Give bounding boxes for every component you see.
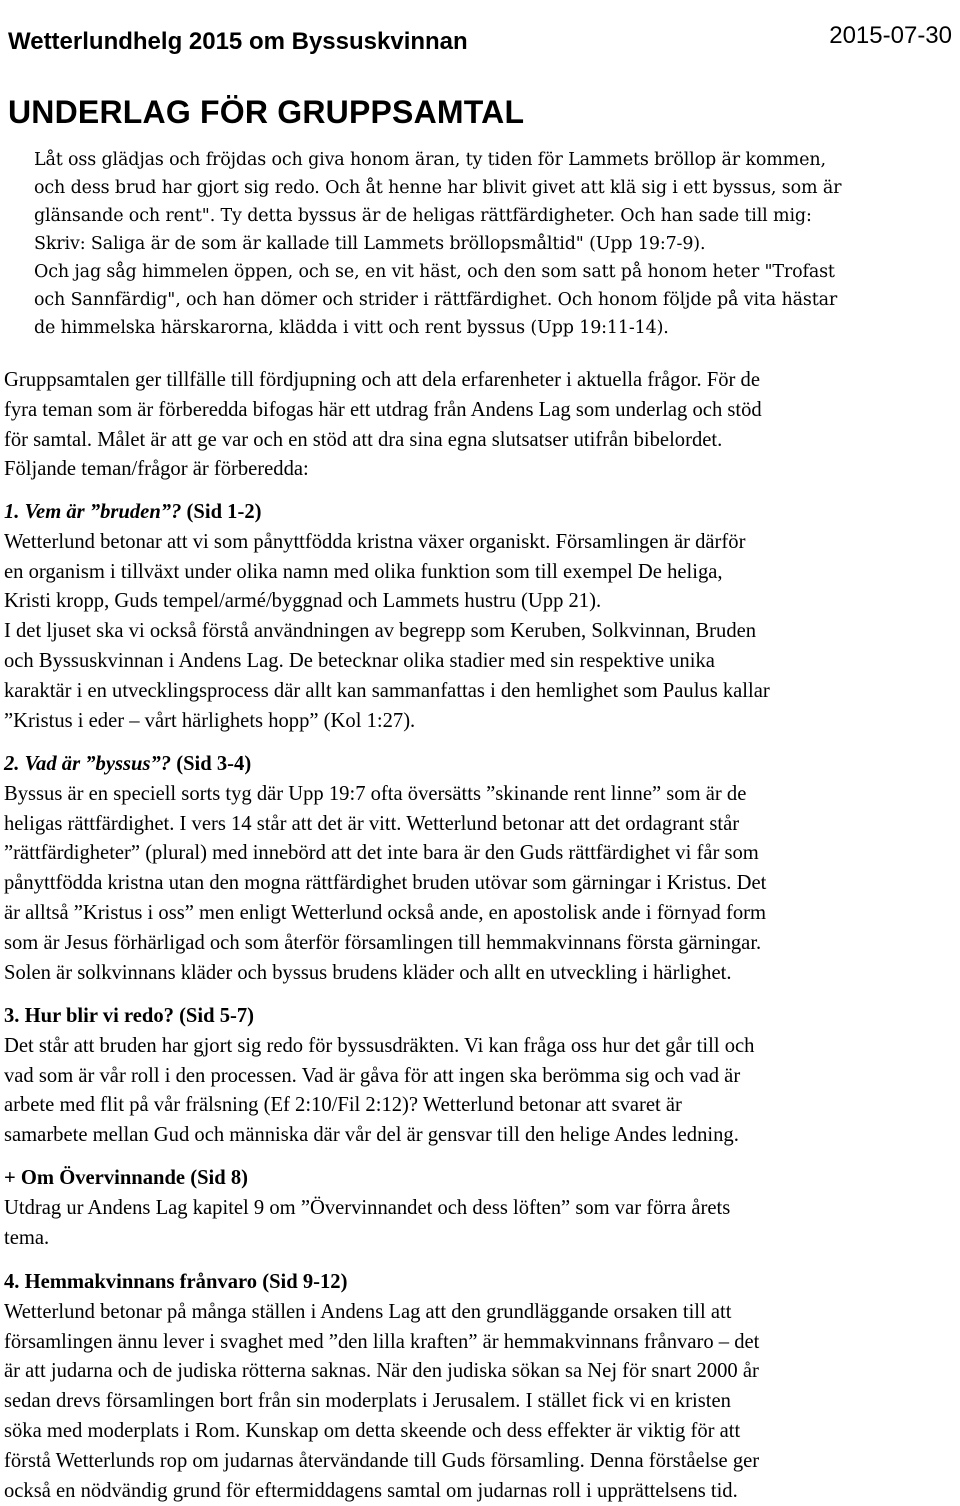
text-line: karaktär i en utvecklingsprocess där allt kan sammanfattas i den hemlighet som Paulus kallar [4,679,770,702]
section-overcoming [4,1164,960,1253]
text-line: arbete med flit på vår frälsning (Ef 2:10/Fil 2:12)? Wetterlund betonar att svaret är [4,1094,682,1117]
quote-line: och Sannfärdig", och han dömer och strider i rättfärdighet. Och honom följde på vita hästar [34,290,838,310]
quote-line: de himmelska härskarorna, klädda i vitt och rent byssus (Upp 19:11-14). [34,318,669,338]
section-2 [4,750,960,988]
text-line: vad som är vår roll i den processen. Vad är gåva för att ingen ska berömma sig och vad är [4,1064,741,1087]
section-number: 2. [4,753,20,775]
text-line: Följande teman/frågor är förberedda: [4,458,309,481]
page-title: UNDERLAG FÖR GRUPPSAMTAL [8,94,525,130]
section-3 [4,1002,960,1151]
text-line: tema. [4,1226,50,1249]
section-heading: 3. Hur blir vi redo? (Sid 5-7) [4,1005,255,1027]
text-line: och Byssuskvinnan i Andens Lag. De betecknar olika stadier med sin respektive unika [4,649,715,672]
text-line: samarbete mellan Gud och människa där vår del är gensvar till den helige Andes ledning. [4,1124,739,1147]
header-date: 2015-07-30 [829,22,952,49]
text-line: för samtal. Målet är att ge var och en stöd att dra sina egna slutsatser utifrån bibelordet. [4,428,723,451]
text-line: Wetterlund betonar att vi som pånyttfödda kristna växer organiskt. Församlingen är därför [4,530,746,553]
text-line: Gruppsamtalen ger tillfälle till fördjupning och att dela erfarenheter i aktuella frågor. För de [4,369,760,391]
text-line: ”rättfärdigheter” (plural) med innebörd att det inte bara är den Guds rättfärdighet vi får som [4,842,759,865]
quote-line: Och jag såg himmelen öppen, och se, en vit häst, och den som satt på honom heter "Trofast [34,262,835,282]
section-question: Vad är ”byssus”? [24,753,172,775]
text-line: Kristi kropp, Guds tempel/armé/byggnad och Lammets hustru (Upp 21). [4,590,602,613]
text-line: fyra teman som är förberedda bifogas här ett utdrag från Andens Lag som underlag och stöd [4,398,762,421]
text-line: som är Jesus förhärligad och som återför församlingen till hemmakvinnans första gärningar. [4,931,762,954]
text-line: Byssus är en speciell sorts tyg där Upp 19:7 ofta översätts ”skinande rent linne” som är de [4,782,747,805]
text-line: heligas rättfärdighet. I vers 14 står att det är vitt. Wetterlund betonar att det ordagrant står [4,812,740,835]
page-header [8,22,952,62]
text-line: en organism i tillväxt under olika namn med olika funktion som till exempel De heliga, [4,560,723,583]
text-line: I det ljuset ska vi också förstå användningen av begrepp som Keruben, Solkvinnan, Bruden [4,620,757,643]
section-heading [4,498,960,528]
intro-paragraph [4,366,960,485]
header-title: Wetterlundhelg 2015 om Byssuskvinnan [8,28,468,55]
text-line: är alltså ”Kristus i oss” men enligt Wetterlund också ande, en apostolisk ande i förnyad form [4,901,767,924]
text-line: ”Kristus i eder – vårt härlighets hopp” (Kol 1:27). [4,709,416,732]
quote-line: glänsande och rent". Ty detta byssus är de heligas rättfärdigheter. Och han sade till mig: [34,206,812,226]
text-line: Wetterlund betonar på många ställen i Andens Lag att den grundläggande orsaken till att [4,1300,732,1323]
section-1 [4,498,960,736]
text-line: sedan drevs församlingen bort från sin moderplats i Jerusalem. I stället fick vi en kristen [4,1390,731,1413]
quote-line: och dess brud har gjort sig redo. Och åt henne har blivit givet att klä sig i ett byssus, som är [34,178,842,198]
text-line: Utdrag ur Andens Lag kapitel 9 om ”Övervinnandet och dess löften” som var förra årets [4,1196,731,1219]
quote-line: Skriv: Saliga är de som är kallade till Lammets bröllopsmåltid" (Upp 19:7-9). [34,234,706,254]
section-pages: (Sid 3-4) [176,753,252,775]
bible-quote-2 [34,258,934,342]
text-line: Det står att bruden har gjort sig redo för byssusdräkten. Vi kan fråga oss hur det går till och [4,1034,755,1057]
text-line: förstå Wetterlunds rop om judarnas återvändande till Guds församling. Denna förståelse ger [4,1449,760,1472]
text-line: söka med moderplats i Rom. Kunskap om detta skeende och dess effekter är viktig för att [4,1419,741,1442]
text-line: Solen är solkvinnans kläder och byssus brudens kläder och allt en utveckling i härlighet. [4,961,732,984]
section-heading: 4. Hemmakvinnans frånvaro (Sid 9-12) [4,1271,348,1293]
bible-quote-1 [34,146,934,258]
section-pages: (Sid 1-2) [186,501,262,523]
section-heading: + Om Övervinnande (Sid 8) [4,1167,249,1189]
quote-line: Låt oss glädjas och fröjdas och giva honom äran, ty tiden för Lammets bröllop är kommen, [34,150,826,170]
text-line: också en nödvändig grund för eftermiddagens samtal om judarnas roll i upprättelsens tid. [4,1479,738,1502]
section-heading [4,750,960,780]
text-line: är att judarna och de judiska rötterna saknas. När den judiska sökan sa Nej för snart 2000 år [4,1360,759,1383]
section-number: 1. [4,501,20,523]
section-question: Vem är ”bruden”? [24,501,182,523]
text-line: pånyttfödda kristna utan den mogna rättfärdighet bruden utövar som gärningar i Kristus. Det [4,872,767,895]
text-line: församlingen ännu lever i svaghet med ”den lilla kraften” är hemmakvinnans frånvaro – det [4,1330,760,1353]
section-4 [4,1268,960,1506]
